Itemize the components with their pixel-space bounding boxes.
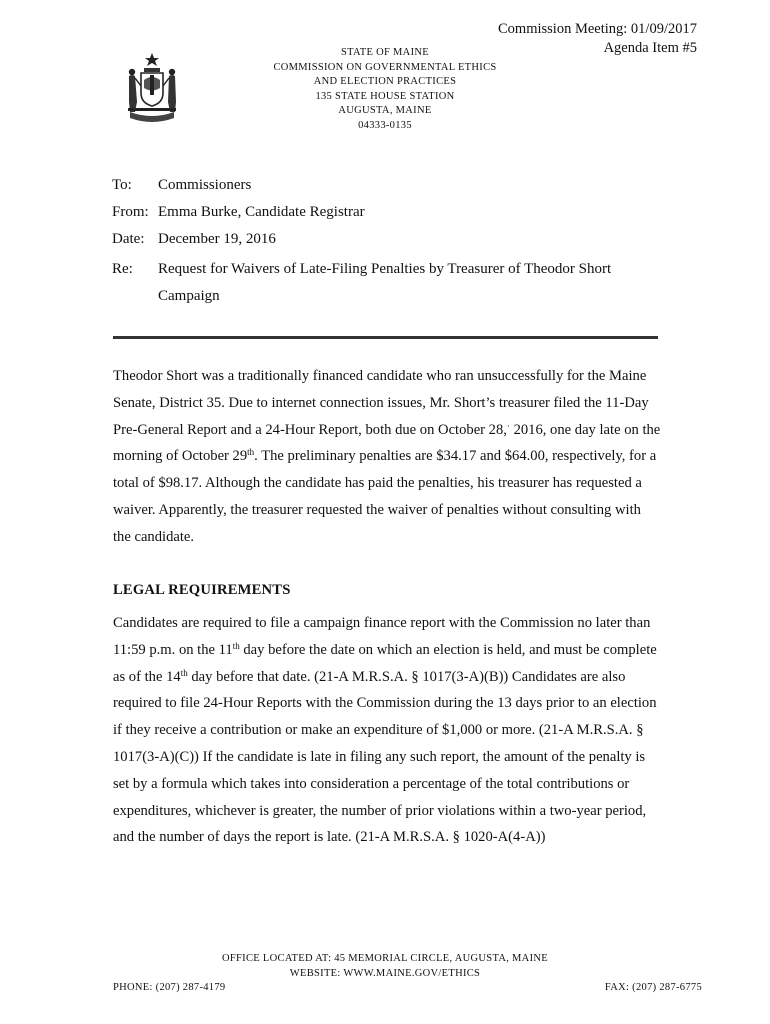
- footer-website: WEBSITE: WWW.MAINE.GOV/ETHICS: [289, 967, 481, 979]
- memo-from-value: Emma Burke, Candidate Registrar: [158, 204, 365, 220]
- agency-zip: 04333-0135: [358, 119, 412, 131]
- meeting-reference: [498, 20, 697, 58]
- memo-from-label: From:: [112, 204, 149, 220]
- header-divider: [113, 336, 658, 339]
- memo-to-row: [112, 175, 672, 195]
- intro-paragraph: [113, 363, 661, 551]
- state-seal-logo: [124, 52, 180, 124]
- legal-paragraph: [113, 610, 661, 851]
- intro-ordinal-sup: th: [247, 447, 255, 458]
- footer-office: OFFICE LOCATED AT: 45 MEMORIAL CIRCLE, AUGUSTA, MAINE: [222, 953, 548, 964]
- agency-city: AUGUSTA, MAINE: [338, 105, 432, 117]
- legal-text: [113, 610, 661, 851]
- agency-letterhead: [250, 46, 520, 134]
- legal-ordinal-sup-1: th: [232, 640, 240, 651]
- intro-text-part-a: Theodor Short was a traditionally financed candidate who ran unsuccessfully for the Maine Senate, District 35. Due to internet connection issues, Mr. Short’s treasurer filed the 11-Day Pre-General Report and a 24-Hour Report, both due on October 28,: [113, 368, 649, 438]
- agency-state: STATE OF MAINE: [341, 47, 429, 58]
- footer-address: [180, 952, 590, 981]
- memo-to-label: To:: [112, 177, 132, 193]
- memo-to-value: Commissioners: [158, 177, 252, 193]
- meeting-date-line: Commission Meeting: 01/09/2017: [498, 21, 697, 37]
- memo-date-value: December 19, 2016: [158, 231, 276, 247]
- legal-text-part-c: day before that date. (21-A M.R.S.A. § 1017(3-A)(B)) Candidates are also required to file 24-Hour Reports with the Commission during the 13 days prior to an election if they receive a contribution or make an expenditure of $1,000 or more. (21-A M.R.S.A. § 1017(3-A)(C)) If the candidate is late in filing any such report, the amount of the penalty is set by a formula which takes into consideration a percentage of the total contributions or expenditures, whichever is greater, the number of prior violations within a two-year period, and the number of days the report is late. (21-A M.R.S.A. § 1020-A(4-A)): [113, 668, 657, 846]
- intro-text-part-c: . The preliminary penalties are $34.17 and $64.00, respectively, for a total of $98.17. Although the candidate has paid the penalties, his treasurer has requested a waiver. Apparently, the treasurer requested the waiver of penalties without consulting with the candidate.: [113, 448, 657, 545]
- intro-text-part-b: 2016, one day late on the morning of October 29: [113, 421, 661, 465]
- agency-station: 135 STATE HOUSE STATION: [315, 90, 455, 102]
- agenda-item-line: Agenda Item #5: [603, 40, 697, 56]
- legal-text-part-b: day before the date on which an election is held, and must be complete as of the 14: [113, 641, 657, 685]
- legal-ordinal-sup-2: th: [180, 667, 188, 678]
- memo-from-row: [112, 202, 672, 222]
- memo-re-row: [112, 256, 672, 312]
- agency-practices: AND ELECTION PRACTICES: [313, 76, 457, 88]
- footer-phone: PHONE: (207) 287-4179: [113, 982, 226, 993]
- footer-fax: FAX: (207) 287-6775: [604, 982, 702, 993]
- seal-icon: [124, 52, 180, 124]
- memo-re-value: Request for Waivers of Late-Filing Penalties by Treasurer of Theodor Short Campaign: [158, 261, 612, 304]
- memo-re-label: Re:: [112, 261, 133, 277]
- agency-commission: COMMISSION ON GOVERNMENTAL ETHICS: [273, 61, 497, 73]
- legal-text-part-a: Candidates are required to file a campaign finance report with the Commission no later than 11:59 p.m. on the 11: [113, 615, 651, 658]
- memo-date-label: Date:: [112, 231, 145, 247]
- intro-text: [113, 363, 661, 551]
- intro-stray-mark: ·: [506, 420, 510, 431]
- memo-date-row: [112, 229, 672, 249]
- legal-requirements-heading: LEGAL REQUIREMENTS: [113, 582, 291, 598]
